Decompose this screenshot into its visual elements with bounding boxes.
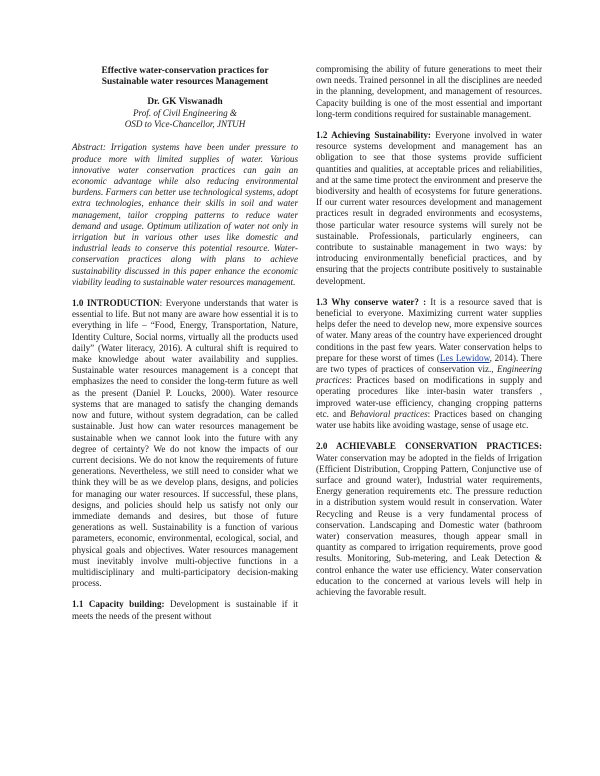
achieving-sustainability-heading: 1.2 Achieving Sustainability: <box>316 130 431 141</box>
why-conserve-text-d: : Practices based on changing water use habits like avoiding wastage, sense of usage etc. <box>316 408 542 431</box>
engineering-practices-label: Engineering practices <box>316 364 542 386</box>
capacity-building-text: Development is sustainable if it meets the needs of the present without <box>72 599 299 621</box>
affiliation-line-2: OSD to Vice-Chancellor, JNTUH <box>124 119 246 130</box>
achievable-conservation-text: Water conservation may be adopted in the fields of Irrigation (Efficient Distribution, Cropping Pattern, Conjunctive use of surface and ground water), Industrial water requirements, Energy generation requirements etc. The pressure reduction in a distribution system would result in conservation. Water Recycling and Reuse is a very fundamental process of conservation. Landscaping and Domestic water (bathroom water) conservation measures, though appear small in quantity as compared to irrigation requirements, prove good results. Monitoring, Sub-metering, and Leak Detection & control enhance the water use efficiency. Water conservation education to the concerned at various levels will help in achieving the favorable result. <box>316 452 542 597</box>
section-capacity-building <box>72 599 298 621</box>
why-conserve-text-b: , 2014). There are two types of practices of conservation viz., <box>316 352 543 375</box>
introduction-text: : Everyone understands that water is essential to life. But not many are aware how essential it is to everything in life – “Food, Energy, Transportation, Nature, Identity Culture, Social norms, virtually all the products used daily” (Water literacy, 2016). A cultural shift is required to make knowledge about water availability and supplies. Sustainable water resources management is a concept that emphasizes the need to consider the long-term future as well as the present (Daniel P. Loucks, 2000). Water resource systems that are managed to satisfy the changing demands now and future, without system degradation, can be called sustainable. Just how can water resources management be sustainable when we cannot look into the future with any degree of certainty? We do not know the impacts of our current decisions. We do not know the requirements of future generations. Nevertheless, we still need to consider what we think they will be as we develop plans, designs, and policies for managing our water resources. If successful, these plans, designs, and policies should help us satisfy not only our immediate demands and desires, but those of future generations as well. Sustainability is a function of various parameters, economic, environmental, ecological, social, and physical goals and objectives. Water resources management must inevitably involve multi-objective functions in a multidisciplinary and multi-participatory decision-making process. <box>72 298 298 589</box>
citation-link[interactable]: Les Lewidow <box>439 352 490 363</box>
affiliation-line-1: Prof. of Civil Engineering & <box>133 108 237 119</box>
section-achieving-sustainability <box>316 130 542 287</box>
why-conserve-text-a: It is a resource saved that is beneficial to everyone. Maximizing current water supplies helps defer the need to develop new, more expensive sources of water. Many areas of the country have experienced drought conditions in the past few years. Water conservation helps to prepare for these worst of times ( <box>316 296 542 363</box>
title-line-2: Sustainable water resources Management <box>101 77 269 88</box>
abstract-text: Irrigation systems have been under pressure to produce more with limited supplies of water. Various innovative water conservation practices can gain an economic advantage while also reducing environmental burdens. Farmers can better use technological systems, adopt extra technologies, enhance their skills in soil and water management, tailor cropping patterns to reduce water demand and usage. Optimum utilization of water not only in irrigation but in various other uses like domestic and industrial leads to conserve this potential resource. Water-conservation practices along with plans to achieve sustainability discussed in this paper enhance the economic viability leading to sustainable water resources management. <box>72 142 298 287</box>
behavioral-practices-label: Behavioral practices <box>349 408 428 419</box>
achieving-sustainability-text: Everyone involved in water resource systems development and management has an obligation to see that those systems provide sufficient quantities and qualities, at acceptable prices and reliabilities, and at the same time protect the environment and preserve the biodiversity and health of ecosystems for future generations. If our current water resources development and management practices result in degraded environments and ecosystems, those particular water resource systems will surely not be sustainable. Professionals, particularly engineers, can contribute to sustainable management in two ways: by introducing environmentally beneficial practices, and by ensuring that the projects contribute positively to sustainable development. <box>316 130 542 286</box>
right-column <box>316 64 542 598</box>
section-achievable-conservation <box>316 441 542 598</box>
author-name: Dr. GK Viswanadh <box>147 96 223 107</box>
why-conserve-text-c: : Practices based on modifications in supply and operating procedures like inter-basin water transfers , improved water-use efficiency, changing cropping patterns etc. and <box>316 375 542 419</box>
section-why-conserve <box>316 297 542 431</box>
achievable-conservation-heading: 2.0 ACHIEVABLE CONSERVATION PRACTICES: <box>316 441 542 452</box>
abstract <box>72 142 298 288</box>
why-conserve-heading: 1.3 Why conserve water? : <box>316 296 427 307</box>
left-column <box>72 66 298 622</box>
abstract-label: Abstract: <box>72 142 106 153</box>
title-line-1: Effective water-conservation practices for <box>101 66 269 76</box>
capacity-building-continued: compromising the ability of future generations to meet their own needs. Trained personnel in all the disciplines are needed in the planning, development, and management of resources. Capacity building is one of the most essential and important long-term conditions required for sustainable management. <box>316 64 542 119</box>
introduction-heading: 1.0 INTRODUCTION <box>72 298 160 309</box>
section-introduction <box>72 298 298 589</box>
paper-title <box>72 66 298 89</box>
capacity-building-heading: 1.1 Capacity building: <box>72 599 165 610</box>
